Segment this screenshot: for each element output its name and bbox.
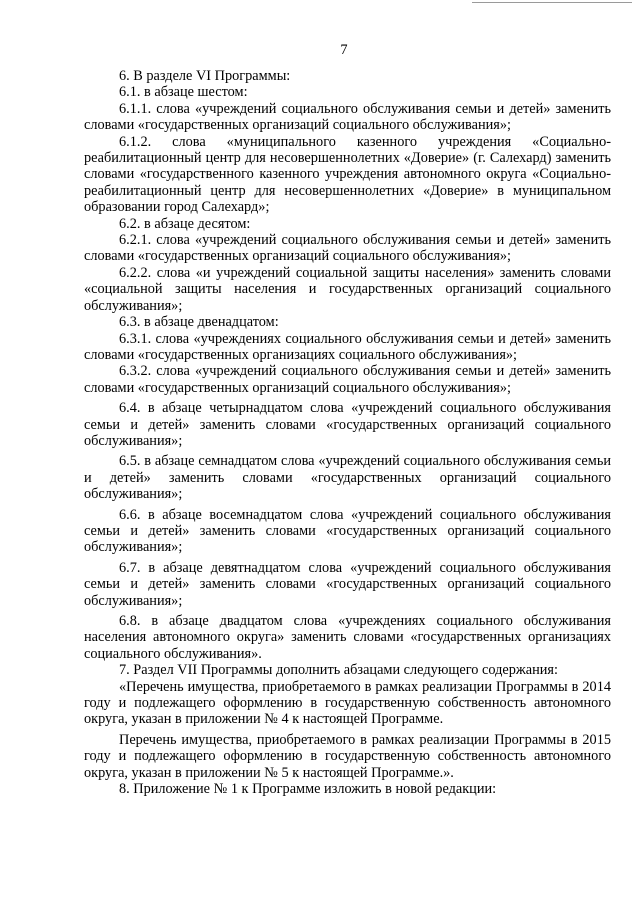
paragraph-7: 7. Раздел VII Программы дополнить абзацами следующего содержания: xyxy=(119,662,558,679)
paragraph-6-3-2: 6.3.2. слова «учреждений социального обслуживания семьи и детей» заменить словами «государственных организаций социального обслуживания»; xyxy=(84,363,611,396)
paragraph-6-5: 6.5. в абзаце семнадцатом слова «учреждений социального обслуживания семьи и детей» заменить словами «государственных организаций социального обслуживания»; xyxy=(84,453,611,503)
page-number: 7 xyxy=(340,42,348,58)
document-body xyxy=(84,68,611,797)
paragraph-6-8: 6.8. в абзаце двадцатом слова «учреждениях социального обслуживания населения автономного округа» заменить словами «государственных организациях социального обслуживания». xyxy=(84,613,611,662)
paragraph-8: 8. Приложение № 1 к Программе изложить в новой редакции: xyxy=(119,781,497,798)
paragraph-6-2: 6.2. в абзаце десятом: xyxy=(119,215,251,232)
paragraph-6-1-1: 6.1.1. слова «учреждений социального обслуживания семьи и детей» заменить словами «государственных организаций социального обслуживания»; xyxy=(84,100,611,134)
paragraph-6-6: 6.6. в абзаце восемнадцатом слова «учреждений социального обслуживания семьи и детей» заменить словами «государственных организаций социального обслуживания»; xyxy=(84,506,611,556)
paragraph-6-3: 6.3. в абзаце двенадцатом: xyxy=(119,314,279,331)
paragraph-7-quote-2015: Перечень имущества, приобретаемого в рамках реализации Программы в 2015 году и подлежащего оформлению в государственную собственность автономного округа, указан в приложении № 5 к настоящей Программе.». xyxy=(84,731,611,781)
paragraph-6-7: 6.7. в абзаце девятнадцатом слова «учреждений социального обслуживания семьи и детей» заменить словами «государственных организаций социального обслуживания»; xyxy=(84,559,611,609)
paragraph-6: 6. В разделе VI Программы: xyxy=(119,68,291,84)
paragraph-7-quote-2014: «Перечень имущества, приобретаемого в рамках реализации Программы в 2014 году и подлежащего оформлению в государственную собственность автономного округа, указан в приложении № 4 к настоящей Программе. xyxy=(84,678,611,728)
paragraph-6-2-2: 6.2.2. слова «и учреждений социальной защиты населения» заменить словами «социальной защиты населения и государственных организаций социального обслуживания»; xyxy=(84,264,611,314)
paragraph-6-4: 6.4. в абзаце четырнадцатом слова «учреждений социального обслуживания семьи и детей» заменить словами «государственных организаций социального обслуживания»; xyxy=(84,400,611,449)
paragraph-6-1-2: 6.1.2. слова «муниципального казенного учреждения «Социально-реабилитационный центр для несовершеннолетних «Доверие» (г. Салехард) заменить словами «государственного казенного учреждения автономного округа «Социально-реабилитационный центр для несовершеннолетних «Доверие» в муниципальном образовании город Салехард»; xyxy=(84,133,611,216)
paragraph-6-2-1: 6.2.1. слова «учреждений социального обслуживания семьи и детей» заменить словами «государственных организаций социального обслуживания»; xyxy=(84,232,611,265)
paragraph-6-1: 6.1. в абзаце шестом: xyxy=(119,84,248,101)
top-rule xyxy=(472,2,632,3)
paragraph-6-3-1: 6.3.1. слова «учреждениях социального обслуживания семьи и детей» заменить словами «государственных организациях социального обслуживания»; xyxy=(84,330,611,363)
